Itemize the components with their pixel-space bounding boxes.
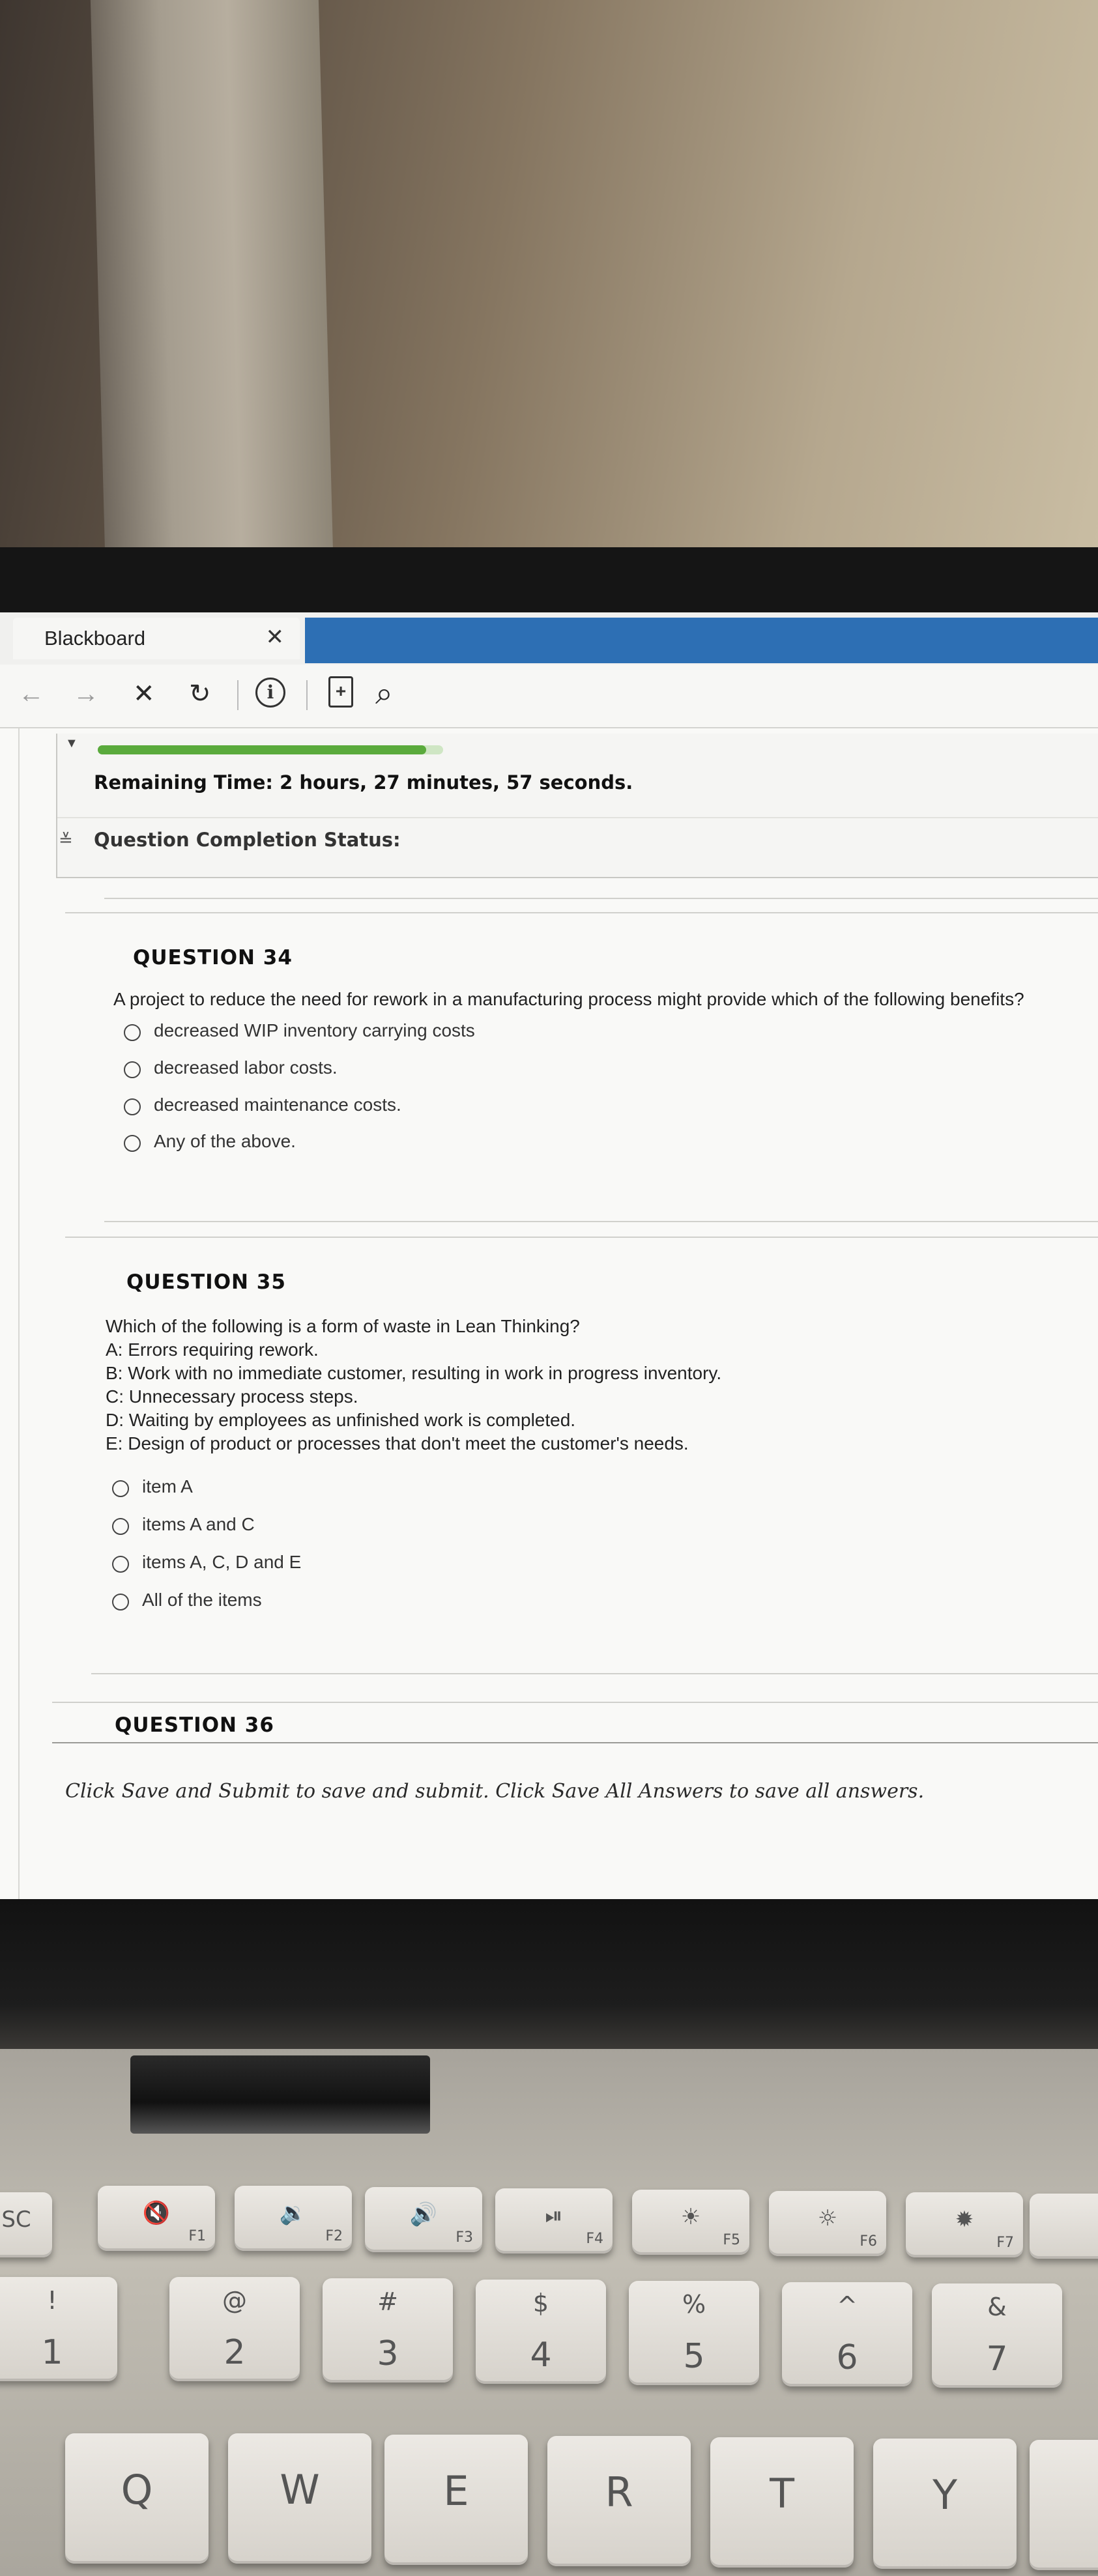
key-q[interactable]: Q [65, 2433, 209, 2564]
question-34-prompt [113, 988, 1024, 1011]
completion-status-label: Question Completion Status: [94, 829, 401, 851]
info-icon[interactable]: i [255, 678, 285, 708]
toolbar-divider [237, 680, 238, 710]
laptop-hinge [130, 2055, 430, 2134]
radio-button[interactable] [124, 1061, 141, 1078]
key-f2[interactable]: 🔉 F2 [235, 2186, 352, 2251]
divider [91, 1673, 1098, 1674]
key-5[interactable]: % 5 [629, 2281, 759, 2385]
laptop-screen [0, 612, 1098, 1899]
test-content [0, 728, 1098, 1899]
key-1[interactable]: ! 1 [0, 2277, 117, 2381]
divider [65, 1237, 1098, 1238]
key-f7[interactable]: ✹ F7 [906, 2192, 1023, 2257]
prompt-line: D: Waiting by employees as unfinished work is completed. [106, 1410, 576, 1430]
option-label[interactable]: decreased WIP inventory carrying costs [154, 1020, 475, 1040]
progress-bar-fill [98, 745, 426, 754]
question-completion-status[interactable] [57, 817, 1098, 877]
key-f8[interactable] [1030, 2194, 1098, 2259]
divider [104, 1221, 1098, 1222]
radio-button[interactable] [124, 1098, 141, 1115]
option-label[interactable]: decreased labor costs. [154, 1057, 338, 1078]
reload-icon[interactable]: ↻ [189, 680, 211, 708]
divider [104, 898, 1098, 899]
radio-button[interactable] [124, 1024, 141, 1041]
progress-bar [98, 745, 443, 754]
tab-strip [305, 618, 1098, 663]
question-34-title: QUESTION 34 [133, 946, 293, 969]
add-page-icon[interactable]: + [328, 676, 353, 708]
divider [52, 1702, 1098, 1703]
key-f1[interactable]: 🔇 F1 [98, 2186, 215, 2251]
key-y[interactable]: Y [873, 2439, 1017, 2569]
tab-title: Blackboard [44, 627, 146, 650]
option-label[interactable]: item A [142, 1476, 193, 1496]
key-2[interactable]: @ 2 [169, 2277, 300, 2381]
key-3[interactable]: # 3 [323, 2278, 453, 2383]
question-35-title: QUESTION 35 [126, 1270, 286, 1294]
key-esc[interactable]: SC [0, 2192, 52, 2257]
option-label[interactable]: All of the items [142, 1590, 262, 1610]
prompt-line: B: Work with no immediate customer, resulting in work in progress inventory. [106, 1363, 722, 1383]
background-door-frame [91, 0, 333, 554]
laptop-bezel-bottom [0, 1899, 1098, 2049]
divider [65, 912, 1098, 913]
divider [52, 1742, 1098, 1743]
prompt-line: Which of the following is a form of waste in Lean Thinking? [106, 1316, 580, 1336]
prompt-line: C: Unnecessary process steps. [106, 1386, 358, 1407]
key-f4[interactable]: ⏯ F4 [495, 2188, 613, 2254]
stop-icon[interactable]: ✕ [133, 680, 155, 708]
toolbar-divider [306, 680, 308, 710]
question-36-title: QUESTION 36 [115, 1713, 274, 1737]
radio-button[interactable] [112, 1556, 129, 1573]
remaining-time: Remaining Time: 2 hours, 27 minutes, 57 seconds. [94, 771, 633, 794]
key-t[interactable]: T [710, 2437, 854, 2568]
key-r[interactable]: R [547, 2436, 691, 2566]
option-label[interactable]: items A, C, D and E [142, 1552, 302, 1572]
forward-arrow-icon[interactable]: → [73, 680, 99, 708]
search-icon[interactable]: ⌕ [375, 676, 393, 711]
key-f5[interactable]: ☀ F5 [632, 2190, 749, 2255]
navigation-toolbar [0, 665, 1098, 728]
radio-button[interactable] [112, 1480, 129, 1497]
collapse-triangle-icon[interactable]: ▼ [65, 736, 78, 751]
test-status-panel [56, 734, 1098, 878]
prompt-line: E: Design of product or processes that don't meet the customer's needs. [106, 1433, 689, 1453]
browser-tab[interactable] [13, 618, 300, 659]
keyboard [0, 2049, 1098, 2576]
save-instructions: Click Save and Submit to save and submit. Click Save All Answers to save all answers. [65, 1780, 925, 1803]
radio-button[interactable] [124, 1135, 141, 1152]
key-7[interactable]: & 7 [932, 2283, 1062, 2388]
radio-button[interactable] [112, 1518, 129, 1535]
double-chevron-down-icon[interactable]: ≚ [59, 830, 73, 850]
key-f6[interactable]: ☼ F6 [769, 2191, 886, 2256]
prompt-line: A project to reduce the need for rework in a manufacturing process might provide which of the following benefits? [113, 989, 1024, 1009]
key-u[interactable] [1030, 2440, 1098, 2570]
key-w[interactable]: W [228, 2433, 371, 2564]
key-e[interactable]: E [384, 2435, 528, 2565]
option-label[interactable]: items A and C [142, 1514, 255, 1534]
close-icon[interactable]: ✕ [265, 625, 284, 650]
question-35-prompt [106, 1315, 721, 1455]
laptop-bezel-top [0, 547, 1098, 619]
radio-button[interactable] [112, 1594, 129, 1610]
option-label[interactable]: Any of the above. [154, 1131, 296, 1151]
key-6[interactable]: ^ 6 [782, 2282, 912, 2386]
tab-bar [0, 612, 1098, 665]
key-f3[interactable]: 🔊 F3 [365, 2187, 482, 2252]
option-label[interactable]: decreased maintenance costs. [154, 1095, 401, 1115]
key-4[interactable]: $ 4 [476, 2280, 606, 2384]
back-arrow-icon[interactable]: ← [18, 680, 44, 708]
content-left-border [18, 728, 20, 1899]
prompt-line: A: Errors requiring rework. [106, 1339, 319, 1360]
